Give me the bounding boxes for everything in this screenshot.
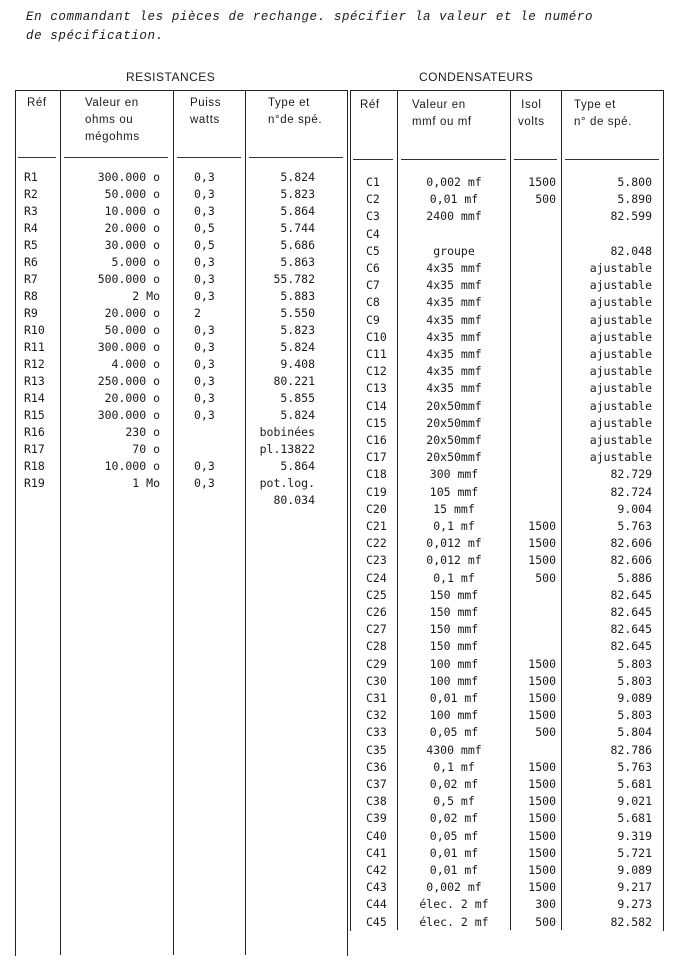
res-cell-valeur: 2 Mo — [132, 289, 160, 303]
cond-cell-isol: 1500 — [528, 794, 556, 809]
cond-header-rule-2 — [401, 159, 506, 160]
intro-note — [26, 8, 666, 46]
res-cell-ref: R16 — [24, 425, 45, 439]
cond-cell-ref: C17 — [366, 450, 387, 465]
cond-cell-isol: 1500 — [528, 656, 556, 671]
cond-header-ref: Réf — [360, 99, 380, 111]
res-cell-ref: R2 — [24, 187, 38, 201]
res-cell-puiss: 0,3 — [194, 391, 215, 405]
res-cell-puiss: 0,3 — [194, 408, 215, 422]
res-cell-ref: R10 — [24, 323, 45, 337]
cond-cell-ref: C37 — [366, 777, 387, 791]
cond-cell-isol: 500 — [535, 914, 556, 929]
cond-header-rule-1 — [353, 159, 393, 160]
res-cell-valeur: 300.000 o — [97, 170, 160, 184]
res-cell-puiss: 0,3 — [194, 357, 215, 371]
res-cell-type: pot.log. — [259, 476, 315, 490]
cond-cell-ref: C33 — [366, 725, 387, 740]
cond-cell-isol: 1500 — [528, 811, 556, 826]
cond-cell-type: 5.803 — [617, 656, 652, 671]
cond-cell-valeur: 100 mmf — [429, 656, 479, 671]
cond-cell-valeur: 20x50mmf — [426, 433, 482, 447]
cond-cell-type: 9.319 — [617, 828, 652, 843]
res-cell-valeur: 1 Mo — [132, 476, 160, 490]
res-cell-valeur: 20.000 o — [104, 221, 160, 235]
cond-cell-isol: 1500 — [528, 880, 556, 895]
cond-cell-isol: 1500 — [528, 759, 556, 774]
res-cell-puiss: 0,3 — [194, 323, 215, 337]
cond-cell-valeur: 0,05 mf — [429, 725, 479, 740]
cond-cell-ref: C15 — [366, 415, 387, 430]
cond-cell-isol: 1500 — [528, 777, 556, 791]
cond-cell-ref: C5 — [366, 243, 380, 258]
cond-cell-valeur: 0,01 mf — [429, 863, 479, 877]
cond-cell-ref: C8 — [366, 295, 380, 310]
cond-cell-type: ajustable — [589, 415, 652, 430]
res-col-divider-2 — [173, 90, 174, 955]
cond-cell-type: 82.645 — [610, 639, 652, 654]
cond-cell-type: ajustable — [589, 381, 652, 396]
cond-cell-type: 5.681 — [617, 811, 652, 826]
cond-cell-valeur: 20x50mmf — [426, 398, 482, 413]
res-header-rule-1 — [18, 157, 56, 158]
cond-cell-valeur: 0,002 mf — [426, 175, 482, 189]
res-cell-type: 5.824 — [280, 408, 315, 422]
cond-cell-valeur: 0,1 mf — [433, 570, 475, 585]
cond-cell-ref: C24 — [366, 570, 387, 585]
cond-cell-ref: C16 — [366, 433, 387, 447]
cond-cell-ref: C22 — [366, 536, 387, 551]
res-cell-valeur: 70 o — [132, 442, 160, 456]
cond-cell-type: 82.645 — [610, 622, 652, 637]
cond-cell-valeur: 150 mmf — [429, 587, 479, 602]
cond-cell-valeur: 0,5 mf — [433, 794, 475, 809]
cond-cell-ref: C39 — [366, 811, 387, 826]
res-header-rule-2 — [64, 157, 168, 158]
res-cell-valeur: 10.000 o — [104, 459, 160, 473]
cond-cell-ref: C18 — [366, 467, 387, 482]
cond-cell-type: ajustable — [589, 329, 652, 344]
cond-cell-ref: C3 — [366, 209, 380, 224]
res-cell-type: 80.221 — [273, 374, 315, 388]
cond-cell-type: 5.721 — [617, 845, 652, 860]
cond-cell-type: ajustable — [589, 347, 652, 361]
res-cell-valeur: 10.000 o — [104, 204, 160, 218]
cond-cell-valeur: 4x35 mmf — [426, 261, 482, 275]
cond-cell-ref: C9 — [366, 312, 380, 327]
res-cell-type: 5.864 — [280, 459, 315, 473]
res-col-divider-3 — [245, 90, 246, 955]
res-cell-type: 55.782 — [273, 272, 315, 286]
res-cell-puiss: 0,3 — [194, 289, 215, 303]
cond-col-divider-1 — [397, 90, 398, 930]
res-cell-puiss: 0,3 — [194, 204, 215, 218]
res-cell-valeur: 50.000 o — [104, 323, 160, 337]
cond-cell-ref: C38 — [366, 794, 387, 809]
cond-cell-type: 9.217 — [617, 880, 652, 895]
res-cell-ref: R5 — [24, 238, 38, 252]
res-cell-type: 5.686 — [280, 238, 315, 252]
cond-header-rule-3 — [514, 159, 557, 160]
cond-cell-type: 82.645 — [610, 605, 652, 619]
cond-cell-valeur: 4x35 mmf — [426, 329, 482, 344]
cond-cell-valeur: élec. 2 mf — [419, 914, 489, 929]
res-cell-ref: R14 — [24, 391, 45, 405]
cond-cell-type: ajustable — [589, 312, 652, 327]
cond-cell-ref: C31 — [366, 691, 387, 705]
cond-cell-type: ajustable — [589, 261, 652, 275]
cond-cell-valeur: 300 mmf — [429, 467, 479, 482]
cond-cell-valeur: 0,1 mf — [433, 759, 475, 774]
cond-cell-valeur: 4x35 mmf — [426, 347, 482, 361]
cond-cell-ref: C45 — [366, 914, 387, 929]
res-cell-type: 5.863 — [280, 255, 315, 269]
res-cell-valeur: 20.000 o — [104, 306, 160, 320]
cond-cell-type: 82.599 — [610, 209, 652, 224]
cond-cell-ref: C2 — [366, 192, 380, 207]
res-cell-valeur: 50.000 o — [104, 187, 160, 201]
cond-cell-type: 5.763 — [617, 759, 652, 774]
cond-header-isol: Isol volts — [518, 99, 545, 128]
cond-cell-ref: C14 — [366, 398, 387, 413]
cond-cell-ref: C40 — [366, 828, 387, 843]
res-cell-puiss: 0,3 — [194, 255, 215, 269]
res-header-puiss: Puiss watts — [190, 97, 222, 126]
cond-cell-type: 9.089 — [617, 863, 652, 877]
cond-cell-type: 5.804 — [617, 725, 652, 740]
cond-cell-valeur: groupe — [433, 243, 475, 258]
cond-cell-ref: C35 — [366, 742, 387, 757]
cond-cell-valeur: 4x35 mmf — [426, 364, 482, 379]
cond-cell-type: 9.021 — [617, 794, 652, 809]
cond-cell-valeur: 0,05 mf — [429, 828, 479, 843]
cond-cell-type: 82.729 — [610, 467, 652, 482]
cond-cell-isol: 500 — [535, 192, 556, 207]
cond-cell-ref: C4 — [366, 226, 380, 241]
cond-cell-type: ajustable — [589, 364, 652, 379]
condensateurs-title: CONDENSATEURS — [419, 70, 534, 84]
res-cell-ref: R15 — [24, 408, 45, 422]
cond-cell-isol: 1500 — [528, 691, 556, 705]
cond-cell-valeur: 0,01 mf — [429, 192, 479, 207]
cond-cell-isol: 1500 — [528, 708, 556, 723]
cond-cell-ref: C41 — [366, 845, 387, 860]
cond-cell-ref: C20 — [366, 501, 387, 516]
res-cell-type: 5.855 — [280, 391, 315, 405]
cond-cell-type: 5.800 — [617, 175, 652, 189]
cond-cell-ref: C25 — [366, 587, 387, 602]
res-cell-type: 5.824 — [280, 340, 315, 354]
cond-cell-valeur: 0,02 mf — [429, 811, 479, 826]
res-cell-puiss: 0,3 — [194, 272, 215, 286]
cond-cell-ref: C13 — [366, 381, 387, 396]
res-header-valeur: Valeur en ohms ou mégohms — [85, 97, 140, 143]
cond-cell-valeur: 0,01 mf — [429, 845, 479, 860]
res-cell-puiss: 2 — [194, 306, 201, 320]
intro-line-2: de spécification. — [26, 29, 164, 43]
cond-cell-type: 5.681 — [617, 777, 652, 791]
res-cell-ref: R8 — [24, 289, 38, 303]
cond-cell-isol: 1500 — [528, 175, 556, 189]
cond-cell-type: 5.763 — [617, 519, 652, 533]
res-cell-ref: R1 — [24, 170, 38, 184]
cond-cell-valeur: 0,01 mf — [429, 691, 479, 705]
cond-cell-ref: C19 — [366, 484, 387, 499]
cond-cell-type: 9.004 — [617, 501, 652, 516]
cond-cell-ref: C7 — [366, 278, 380, 293]
cond-cell-ref: C28 — [366, 639, 387, 654]
cond-cell-ref: C21 — [366, 519, 387, 533]
cond-cell-isol: 1500 — [528, 553, 556, 568]
cond-cell-ref: C43 — [366, 880, 387, 895]
cond-cell-valeur: 4x35 mmf — [426, 381, 482, 396]
cond-cell-type: 5.886 — [617, 570, 652, 585]
res-cell-ref: R11 — [24, 340, 45, 354]
cond-cell-valeur: 0,002 mf — [426, 880, 482, 895]
res-cell-puiss: 0,3 — [194, 170, 215, 184]
res-cell-type: 5.823 — [280, 187, 315, 201]
cond-cell-ref: C42 — [366, 863, 387, 877]
cond-cell-type: 82.606 — [610, 553, 652, 568]
cond-cell-valeur: 100 mmf — [429, 673, 479, 688]
cond-cell-type: 82.582 — [610, 914, 652, 929]
cond-cell-type: 82.645 — [610, 587, 652, 602]
cond-cell-type: 82.048 — [610, 243, 652, 258]
cond-cell-isol: 1500 — [528, 673, 556, 688]
cond-cell-ref: C32 — [366, 708, 387, 723]
cond-cell-valeur: 4x35 mmf — [426, 295, 482, 310]
cond-cell-type: 5.803 — [617, 708, 652, 723]
cond-cell-valeur: 150 mmf — [429, 605, 479, 619]
resistances-title: RESISTANCES — [126, 70, 216, 84]
res-cell-valeur: 250.000 o — [97, 374, 160, 388]
cond-col-divider-2 — [510, 90, 511, 930]
cond-cell-type: ajustable — [589, 450, 652, 465]
cond-cell-isol: 500 — [535, 570, 556, 585]
res-cell-type: 5.550 — [280, 306, 315, 320]
res-cell-ref: R12 — [24, 357, 45, 371]
res-cell-ref: R3 — [24, 204, 38, 218]
res-cell-puiss: 0,5 — [194, 238, 215, 252]
cond-cell-isol: 1500 — [528, 863, 556, 877]
cond-cell-ref: C27 — [366, 622, 387, 637]
intro-line-1: En commandant les pièces de rechange. spécifier la valeur et le numéro — [26, 10, 594, 24]
cond-header-rule-4 — [565, 159, 659, 160]
cond-cell-valeur: 20x50mmf — [426, 450, 482, 465]
res-cell-puiss: 0,3 — [194, 374, 215, 388]
cond-cell-ref: C6 — [366, 261, 380, 275]
cond-cell-type: ajustable — [589, 295, 652, 310]
cond-cell-type: ajustable — [589, 433, 652, 447]
cond-cell-valeur: 100 mmf — [429, 708, 479, 723]
cond-cell-ref: C12 — [366, 364, 387, 379]
res-cell-puiss: 0,5 — [194, 221, 215, 235]
cond-cell-type: 82.786 — [610, 742, 652, 757]
cond-cell-valeur: 2400 mmf — [426, 209, 482, 224]
cond-cell-ref: C1 — [366, 175, 380, 189]
res-cell-type: pl.13822 — [259, 442, 315, 456]
cond-cell-valeur: 0,02 mf — [429, 777, 479, 791]
cond-cell-type: 9.089 — [617, 691, 652, 705]
res-cell-type: 80.034 — [273, 493, 315, 507]
cond-cell-ref: C10 — [366, 329, 387, 344]
cond-cell-valeur: 20x50mmf — [426, 415, 482, 430]
cond-cell-ref: C29 — [366, 656, 387, 671]
cond-cell-valeur: 150 mmf — [429, 639, 479, 654]
cond-cell-ref: C30 — [366, 673, 387, 688]
res-cell-type: 5.864 — [280, 204, 315, 218]
res-cell-valeur: 20.000 o — [104, 391, 160, 405]
res-header-rule-3 — [177, 157, 241, 158]
cond-cell-type: ajustable — [589, 278, 652, 293]
res-cell-type: 5.883 — [280, 289, 315, 303]
cond-cell-isol: 1500 — [528, 828, 556, 843]
res-cell-type: bobinées — [259, 425, 315, 439]
cond-cell-isol: 500 — [535, 725, 556, 740]
cond-cell-ref: C44 — [366, 897, 387, 912]
res-cell-valeur: 4.000 o — [111, 357, 160, 371]
res-cell-ref: R13 — [24, 374, 45, 388]
cond-header-type: Type et n° de spé. — [574, 99, 632, 128]
res-cell-valeur: 500.000 o — [97, 272, 160, 286]
res-cell-puiss: 0,3 — [194, 459, 215, 473]
cond-header-valeur: Valeur en mmf ou mf — [412, 99, 472, 128]
cond-cell-isol: 1500 — [528, 519, 556, 533]
cond-cell-valeur: 0,012 mf — [426, 553, 482, 568]
res-cell-ref: R18 — [24, 459, 45, 473]
res-cell-valeur: 230 o — [125, 425, 160, 439]
cond-cell-valeur: 150 mmf — [429, 622, 479, 637]
cond-cell-ref: C26 — [366, 605, 387, 619]
res-cell-ref: R9 — [24, 306, 38, 320]
cond-cell-valeur: 4x35 mmf — [426, 312, 482, 327]
res-cell-ref: R19 — [24, 476, 45, 490]
res-header-type: Type et n°de spé. — [268, 97, 323, 126]
res-cell-ref: R4 — [24, 221, 38, 235]
cond-cell-valeur: 105 mmf — [429, 484, 479, 499]
cond-cell-type: 82.724 — [610, 484, 652, 499]
res-cell-valeur: 300.000 o — [97, 340, 160, 354]
res-cell-valeur: 5.000 o — [111, 255, 160, 269]
cond-cell-ref: C23 — [366, 553, 387, 568]
res-cell-valeur: 300.000 o — [97, 408, 160, 422]
res-cell-puiss: 0,3 — [194, 476, 215, 490]
cond-cell-type: ajustable — [589, 398, 652, 413]
cond-cell-type: 82.606 — [610, 536, 652, 551]
cond-cell-valeur: 0,012 mf — [426, 536, 482, 551]
res-cell-puiss: 0,3 — [194, 187, 215, 201]
cond-cell-valeur: 4300 mmf — [426, 742, 482, 757]
cond-cell-isol: 1500 — [528, 536, 556, 551]
res-cell-ref: R6 — [24, 255, 38, 269]
res-cell-type: 9.408 — [280, 357, 315, 371]
cond-cell-ref: C11 — [366, 347, 387, 361]
res-cell-type: 5.823 — [280, 323, 315, 337]
res-cell-type: 5.824 — [280, 170, 315, 184]
cond-cell-isol: 300 — [535, 897, 556, 912]
cond-cell-valeur: 4x35 mmf — [426, 278, 482, 293]
res-header-ref: Réf — [27, 97, 47, 109]
res-cell-valeur: 30.000 o — [104, 238, 160, 252]
cond-cell-valeur: élec. 2 mf — [419, 897, 489, 912]
res-cell-ref: R7 — [24, 272, 38, 286]
cond-cell-ref: C36 — [366, 759, 387, 774]
cond-cell-isol: 1500 — [528, 845, 556, 860]
cond-cell-type: 5.803 — [617, 673, 652, 688]
res-cell-puiss: 0,3 — [194, 340, 215, 354]
cond-cell-valeur: 15 mmf — [433, 501, 475, 516]
res-col-divider-1 — [60, 90, 61, 955]
res-header-rule-4 — [249, 157, 343, 158]
cond-cell-valeur: 0,1 mf — [433, 519, 475, 533]
cond-cell-type: 5.890 — [617, 192, 652, 207]
res-cell-type: 5.744 — [280, 221, 315, 235]
cond-cell-type: 9.273 — [617, 897, 652, 912]
res-cell-ref: R17 — [24, 442, 45, 456]
